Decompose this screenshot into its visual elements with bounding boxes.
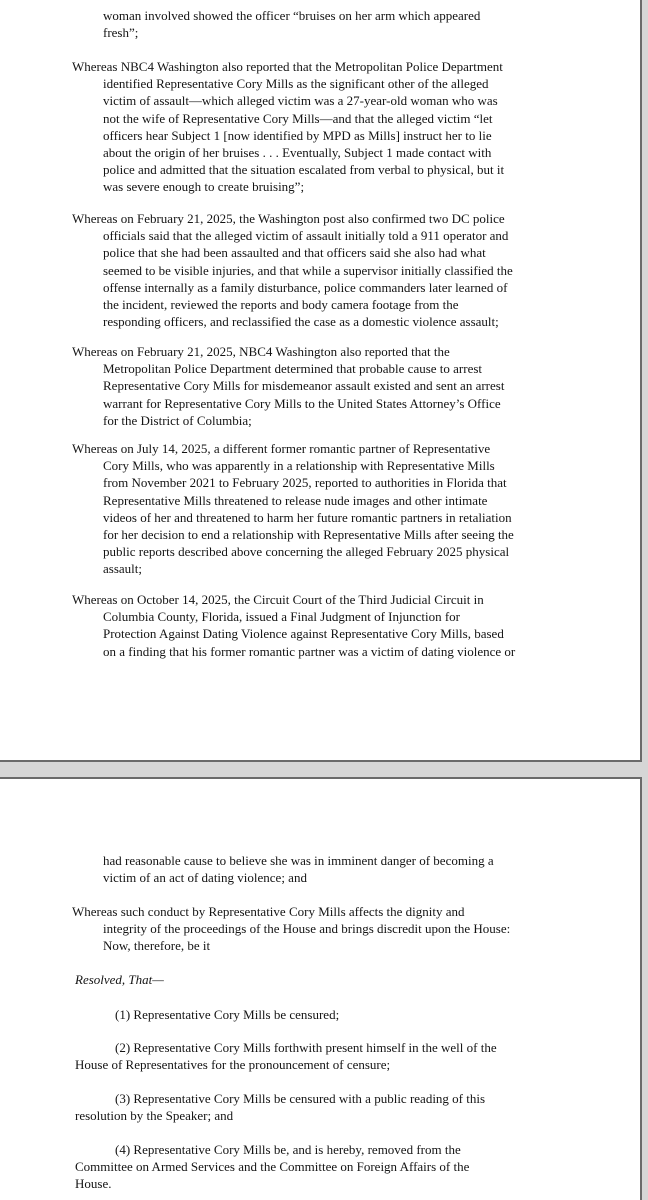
paragraph-whereas-injunction: Whereas on October 14, 2025, the Circuit Court of the Third Judicial Circuit in Columbia County, Florida, issued a Final Judgment of Injunction for Protection Against Dating Violence against Representative Cory Mills, based on a finding that his former romantic partner was a victim of dating violence or — [72, 592, 516, 659]
paragraph-whereas-conduct: Whereas such conduct by Representative Cory Mills affects the dignity and integrity of the proceedings of the House and brings discredit upon the House: Now, therefore, be it — [72, 904, 511, 954]
paragraph-whereas-nbc4-mpd: Whereas NBC4 Washington also reported that the Metropolitan Police Department identified Representative Cory Mills as the significant other of the alleged victim of assault—which alleged victim was a 27-year-old woman who was not the wife of Representative Cory Mills—and that the alleged victim “let officers hear Subject 1 [now identified by MPD as Mills] instruct her to lie about the origin of her bruises . . . Eventually, Subject 1 made contact with police and admitted that the situation escalated from verbal to physical, but it was severe enough to create bruising”; — [72, 59, 505, 195]
resolution-item-4: (4) Representative Cory Mills be, and is hereby, removed from the Committee on Armed Services and the Committee on Foreign Affairs of the House. — [75, 1142, 470, 1192]
document-page-2 — [0, 777, 642, 1200]
resolution-item-1: (1) Representative Cory Mills be censured; — [115, 1007, 340, 1022]
paragraph-whereas-july-report: Whereas on July 14, 2025, a different former romantic partner of Representative Cory Mills, who was apparently in a relationship with Representative Mills from November 2021 to February 2025, reported to authorities in Florida that Representative Mills threatened to release nude images and other intimate videos of her and threatened to harm her future romantic partners in retaliation for her decision to end a relationship with Representative Mills after seeing the public reports described above concerning the alleged February 2025 physical assault; — [72, 441, 514, 577]
resolved-heading: Resolved, That— — [75, 972, 164, 987]
paragraph-whereas-washington-post: Whereas on February 21, 2025, the Washington post also confirmed two DC police officials said that the alleged victim of assault initially told a 911 operator and police that she had been assaulted and that officers said she also had what seemed to be visible injuries, and that while a supervisor initially classified the offense internally as a family disturbance, police commanders later learned of the incident, reviewed the reports and body camera footage from the responding officers, and reclassified the case as a domestic violence assault; — [72, 211, 513, 330]
resolution-item-2: (2) Representative Cory Mills forthwith present himself in the well of the House of Representatives for the pronouncement of censure; — [75, 1040, 497, 1073]
paragraph-whereas-probable-cause: Whereas on February 21, 2025, NBC4 Washington also reported that the Metropolitan Police Department determined that probable cause to arrest Representative Cory Mills for misdemeanor assault existed and sent an arrest warrant for Representative Cory Mills to the United States Attorney’s Office for the District of Columbia; — [72, 344, 505, 428]
paragraph-continuation: woman involved showed the officer “bruises on her arm which appeared fresh”; — [103, 8, 481, 41]
paragraph-continuation: had reasonable cause to believe she was in imminent danger of becoming a victim of an act of dating violence; and — [103, 853, 494, 886]
resolution-item-3: (3) Representative Cory Mills be censured with a public reading of this resolution by the Speaker; and — [75, 1091, 486, 1124]
